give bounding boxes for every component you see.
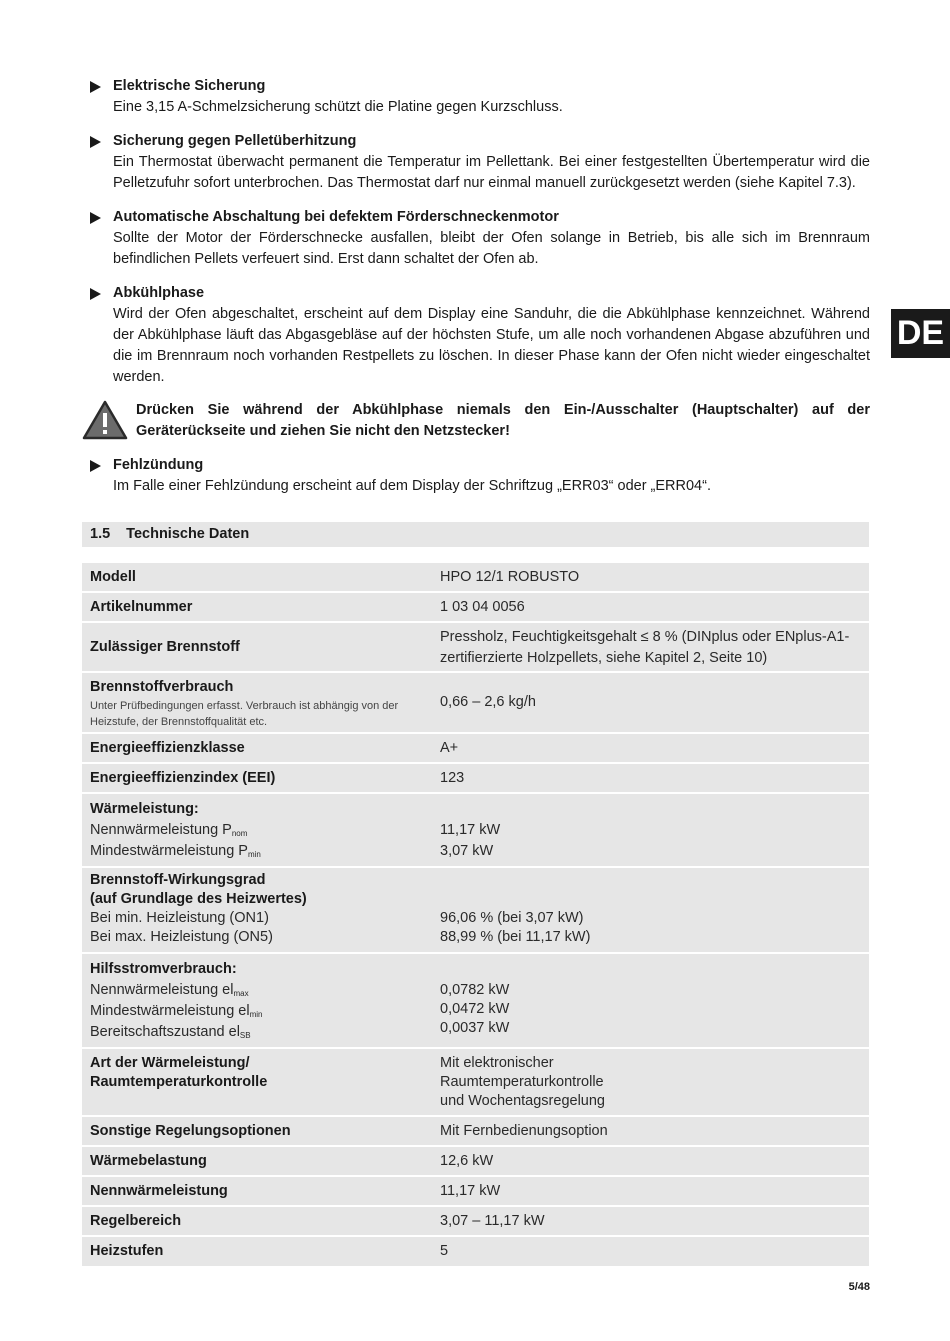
bullet-arrow-icon [90,136,101,148]
row-label [90,1054,420,1092]
bullet-title: Abkühlphase [113,285,205,301]
row-value-line: Pressholz, Feuchtigkeitsgehalt ≤ 8 % (DINplus oder ENplus-A1- [440,629,850,645]
row-value: A+ [440,740,459,756]
warning-text: Drücken Sie während der Abkühlphase niemals den Ein-/Ausschalter (Hauptschalter) auf der Geräterückseite und ziehen Sie nicht den Netzstecker! [136,402,870,439]
row-value [440,981,860,1038]
row-note: Unter Prüfbedingungen erfasst. Verbrauch ist abhängig von der [90,700,399,712]
row-sub-label [90,841,420,862]
table-row [82,563,869,593]
row-value: 1 03 04 0056 [440,599,525,615]
table-row [82,1147,869,1177]
row-label: Modell [90,569,136,585]
row-value [440,909,860,947]
table-row [82,673,869,734]
row-label-text: Brennstoff-Wirkungsgrad [90,872,266,888]
row-label [90,959,420,1043]
section-title: Technische Daten [126,526,250,542]
table-row [82,1117,869,1147]
row-sub-label [90,820,420,841]
table-row [82,734,869,764]
bullet-arrow-icon [90,460,101,472]
row-sub-label [90,1022,420,1043]
row-label: Regelbereich [90,1213,182,1229]
sub-index: min [247,850,261,859]
row-value: HPO 12/1 ROBUSTO [440,569,580,585]
table-row [82,794,869,868]
row-value-line: 0,0037 kW [440,1020,510,1036]
row-label-text: Art der Wärmeleistung/ [90,1055,250,1071]
bullet-pelletueberhitzung [90,131,870,194]
row-label-text: (auf Grundlage des Heizwertes) [90,891,307,907]
row-label: Heizstufen [90,1243,164,1259]
row-label: Zulässiger Brennstoff [90,639,240,655]
row-value: Mit Fernbedienungsoption [440,1123,608,1139]
row-value [440,627,860,669]
row-label [90,677,420,730]
row-value-line: 3,07 kW [440,843,494,859]
row-value-line: Raumtemperaturkontrolle [440,1074,604,1090]
row-value-line: und Wochentagsregelung [440,1093,605,1109]
bullet-fehlzuendung [90,455,870,497]
row-value [440,1054,860,1111]
bullet-abschaltung [90,207,870,270]
bullet-title: Automatische Abschaltung bei defektem Förderschneckenmotor [113,209,559,225]
row-label: Energieeffizienzklasse [90,740,245,756]
table-row [82,1049,869,1117]
row-value: 5 [440,1243,449,1259]
bullet-arrow-icon [90,81,101,93]
page-number: 5/48 [848,1281,870,1293]
row-sub-label [90,1001,420,1022]
row-value-line: Mit elektronischer [440,1055,554,1071]
sub-text: Mindestwärmeleistung P [90,843,248,859]
row-value-line: 96,06 % (bei 3,07 kW) [440,910,584,926]
table-row [82,1207,869,1237]
table-row [82,1177,869,1207]
section-header [82,522,869,547]
row-label: Sonstige Regelungsoptionen [90,1123,291,1139]
sub-text: Mindestwärmeleistung el [90,1003,250,1019]
row-value: 11,17 kW [440,1183,501,1199]
row-label-text: Raumtemperaturkontrolle [90,1074,268,1090]
row-value-line: zertifierzierte Holzpellets, siehe Kapitel 2, Seite 10) [440,650,768,666]
row-sub-label: Bei min. Heizleistung (ON1) [90,910,269,926]
warning-triangle-icon [82,400,128,440]
bullet-text: Wird der Ofen abgeschaltet, erscheint auf dem Display eine Sanduhr, die die Abkühlphase kennzeichnet. Während der Abkühlphase läuft das Abgasgebläse auf der höchsten Stufe, um alle noch vorhandenen Abgase abzuführen und die im Brennraum noch vorhanden Restpellets zu löschen. In dieser Phase kann der Ofen nicht wieder eingeschaltet werden. [113,306,870,385]
row-label-text: Wärmeleistung: [90,801,199,817]
language-tab: DE [891,309,950,358]
tech-data-table [82,563,869,1266]
row-value: 123 [440,770,465,786]
row-value: 3,07 – 11,17 kW [440,1213,545,1229]
table-row [82,954,869,1049]
sub-index: max [233,989,249,998]
row-sub-label: Bei max. Heizleistung (ON5) [90,929,273,945]
row-value: 0,66 – 2,6 kg/h [440,694,536,710]
bullet-text: Im Falle einer Fehlzündung erscheint auf dem Display der Schriftzug „ERR03“ oder „ERR04“. [113,478,711,494]
bullet-title: Sicherung gegen Pelletüberhitzung [113,133,357,149]
bullet-arrow-icon [90,288,101,300]
table-row [82,764,869,794]
bullet-title: Elektrische Sicherung [113,78,266,94]
table-row [82,623,869,673]
table-row [82,1237,869,1266]
row-value: 12,6 kW [440,1153,494,1169]
bullet-elektrische-sicherung [90,76,870,118]
warning-box [82,400,870,442]
bullet-abkuehlphase [90,283,870,388]
row-label: Artikelnummer [90,599,193,615]
row-value-line: 88,99 % (bei 11,17 kW) [440,929,591,945]
sub-index: nom [231,829,248,838]
row-value [440,820,860,862]
sub-text: Bereitschaftszustand el [90,1024,240,1040]
bullet-title: Fehlzündung [113,457,204,473]
table-row [82,593,869,623]
bullet-text: Eine 3,15 A-Schmelzsicherung schützt die Platine gegen Kurzschluss. [113,99,563,115]
row-label [90,871,420,947]
row-note: Heizstufe, der Brennstoffqualität etc. [90,716,268,728]
row-label: Nennwärmeleistung [90,1183,228,1199]
row-label: Wärmebelastung [90,1153,207,1169]
bullet-arrow-icon [90,212,101,224]
row-sub-label [90,980,420,1001]
row-label-text: Brennstoffverbrauch [90,679,234,695]
row-value-line: 0,0472 kW [440,1001,510,1017]
sub-index: min [249,1010,263,1019]
row-label [90,799,420,862]
sub-text: Nennwärmeleistung el [90,982,234,998]
sub-text: Nennwärmeleistung P [90,822,232,838]
section-number: 1.5 [90,526,111,542]
row-label: Energieeffizienzindex (EEI) [90,770,276,786]
bullet-text: Sollte der Motor der Förderschnecke ausfallen, bleibt der Ofen solange in Betrieb, bis alle sich im Brennraum befindlichen Pellets verfeuert sind. Erst dann schaltet der Ofen ab. [113,230,870,267]
table-row [82,868,869,954]
sub-index: SB [239,1031,251,1040]
row-value-line: 11,17 kW [440,822,501,838]
row-label-text: Hilfsstromverbrauch: [90,961,237,977]
bullet-text: Ein Thermostat überwacht permanent die Temperatur im Pellettank. Bei einer festgestellten Übertemperatur wird die Pelletzufuhr sofort unterbrochen. Das Thermostat darf nur einmal manuell zurückgesetzt werden (siehe Kapitel 7.3). [113,154,870,191]
row-value-line: 0,0782 kW [440,982,510,998]
